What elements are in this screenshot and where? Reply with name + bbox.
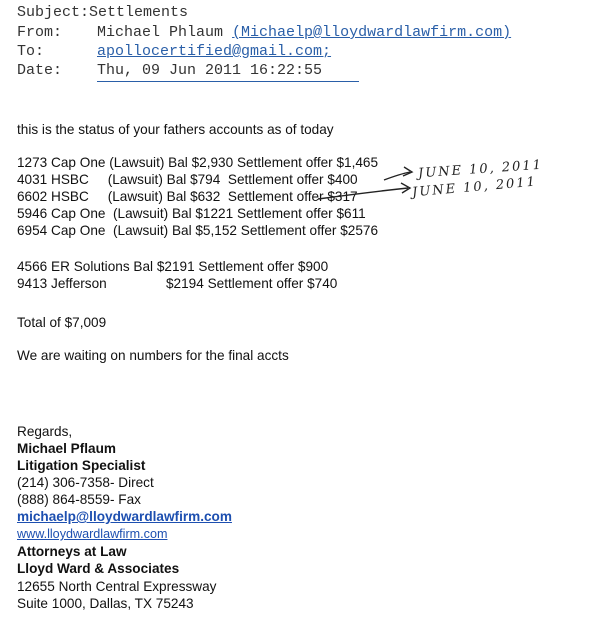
account-status: (Lawsuit)	[113, 223, 169, 238]
account-number: 6954	[17, 223, 48, 238]
account-balance: Bal $2191	[133, 259, 195, 274]
account-number: 9413	[17, 276, 48, 291]
account-number: 6602	[17, 189, 48, 204]
to-email-link[interactable]: apollocertified@gmail.com;	[97, 43, 332, 60]
account-offer: Settlement offer $900	[198, 259, 329, 274]
account-creditor: Cap One	[51, 155, 106, 170]
account-balance: $2194	[166, 276, 204, 291]
firm-name: Lloyd Ward & Associates	[17, 561, 180, 576]
account-number: 4566	[17, 259, 48, 274]
phone-fax: (888) 864-8559- Fax	[17, 492, 141, 507]
sender-name: Michael Pflaum	[17, 441, 116, 456]
account-balance: Bal $2,930	[168, 155, 234, 170]
intro-text: this is the status of your fathers accounts as of today	[17, 122, 334, 137]
account-offer: Settlement offer $1,465	[236, 155, 379, 170]
arrow-icon	[403, 167, 412, 176]
to-label: To:	[17, 43, 45, 60]
subject-value: Settlements	[89, 4, 189, 21]
signature-email-link[interactable]: michaelp@lloydwardlawfirm.com	[17, 509, 232, 524]
firm-tagline: Attorneys at Law	[17, 544, 127, 559]
arrow-icon	[384, 172, 410, 180]
account-balance: Bal $1221	[171, 206, 234, 221]
account-status: (Lawsuit)	[107, 172, 163, 187]
handwritten-note: JUNE 10, 2011	[411, 174, 538, 201]
account-balance: Bal $794	[166, 172, 221, 187]
account-balance: Bal $5,152	[171, 223, 237, 238]
waiting-text: We are waiting on numbers for the final accts	[17, 348, 289, 363]
account-offer: Settlement offer $317	[227, 189, 358, 204]
handwritten-note: JUNE 10, 2011	[417, 157, 544, 182]
account-number: 1273	[17, 155, 48, 170]
subject-label: Subject:	[17, 4, 90, 21]
account-creditor: Jefferson	[51, 276, 107, 291]
account-creditor: ER Solutions	[51, 259, 130, 274]
date-value: Thu, 09 Jun 2011 16:22:55	[97, 62, 323, 79]
total-text: Total of $7,009	[17, 315, 107, 330]
date-label: Date:	[17, 62, 63, 79]
account-status: (Lawsuit)	[113, 206, 169, 221]
account-status: (Lawsuit)	[107, 189, 163, 204]
account-number: 4031	[17, 172, 48, 187]
account-offer: Settlement offer $611	[236, 206, 366, 221]
arrow-icon	[318, 188, 408, 199]
account-creditor: HSBC	[51, 189, 89, 204]
from-email-link[interactable]: (Michaelp@lloydwardlawfirm.com)	[232, 24, 512, 41]
website-link[interactable]: www.lloydwardlawfirm.com	[17, 527, 168, 541]
from-label: From:	[17, 24, 63, 41]
account-creditor: Cap One	[51, 206, 106, 221]
address-line-2: Suite 1000, Dallas, TX 75243	[17, 596, 194, 611]
account-status: (Lawsuit)	[109, 155, 165, 170]
regards-text: Regards,	[17, 424, 73, 439]
account-creditor: Cap One	[51, 223, 106, 238]
from-name: Michael Phlaum	[97, 24, 224, 41]
account-offer: Settlement offer $2576	[240, 223, 379, 238]
phone-direct: (214) 306-7358- Direct	[17, 475, 154, 490]
address-line-1: 12655 North Central Expressway	[17, 579, 217, 594]
account-offer: Settlement offer $740	[207, 276, 338, 291]
account-number: 5946	[17, 206, 48, 221]
account-balance: Bal $632	[166, 189, 221, 204]
account-offer: Settlement offer $400	[227, 172, 358, 187]
account-creditor: HSBC	[51, 172, 89, 187]
sender-title: Litigation Specialist	[17, 458, 146, 473]
